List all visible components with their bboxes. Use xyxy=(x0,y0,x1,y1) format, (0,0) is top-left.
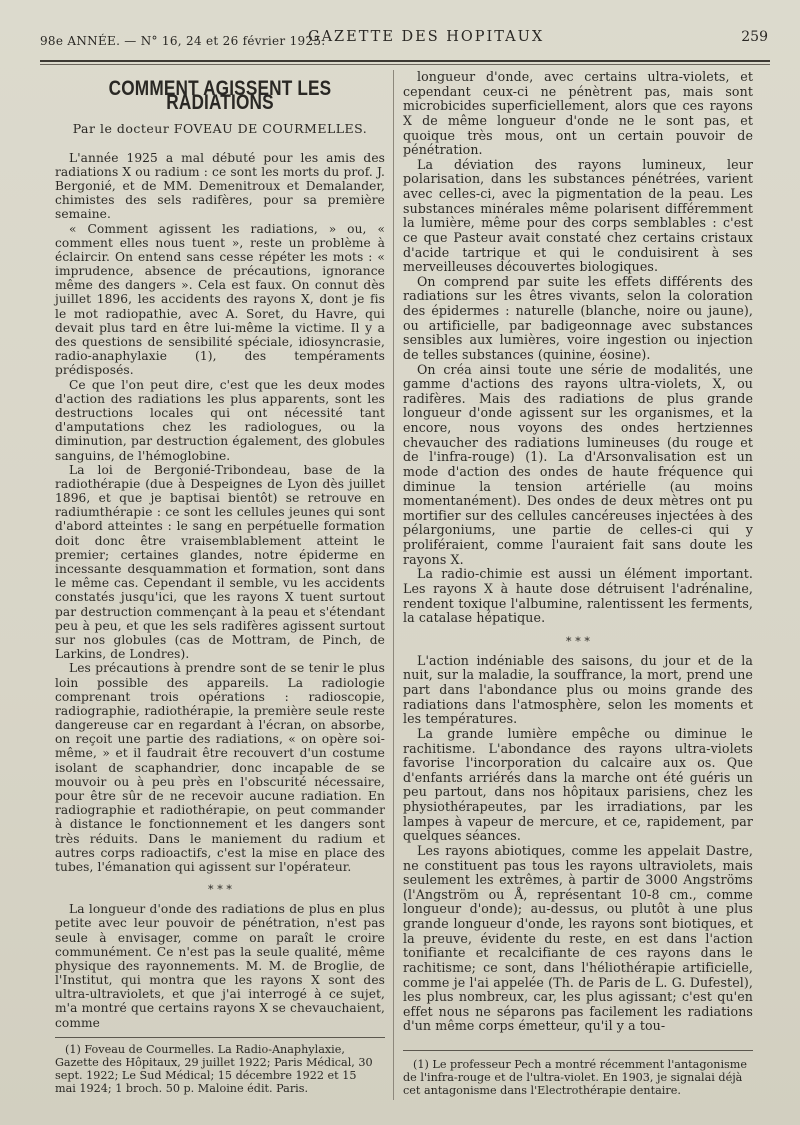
footnote-right: (1) Le professeur Pech a montré récemment l'antagonisme de l'infra-rouge et de l'ultra-violet. En 1903, je signalai déjà cet antagonisme dans l'Electrothérapie dentaire. xyxy=(403,1058,747,1097)
column-divider xyxy=(393,70,394,1100)
article-title: COMMENT AGISSENT LES RADIATIONS xyxy=(108,77,332,115)
paragraph: La radio-chimie est aussi un élément important. Les rayons X à haute dose détruisent l'adrénaline, rendent toxique l'albumine, ralentissent les ferments, la catalase hépatique. xyxy=(403,566,753,626)
paragraph: Les rayons abiotiques, comme les appelait Dastre, ne constituent pas tous les rayons ultraviolets, mais seulement les extrêmes, à partir de 3000 Angströms (l'Angström ou Å, représentant 10-8 cm., comme longueur d'onde); au-dessus, ou plutôt à une plus grande longueur d'onde, les rayons sont biotiques, et la preuve, évidente du reste, en est dans l'action tonifiante et recalcifiante de ces rayons dans le rachitisme; ce sont, dans l'héliothérapie artificielle, comme je l'ai appelée (Th. de Paris de L. G. Dufestel), les plus nombreux, car, les plus agissant; c'est qu'en effet nous ne séparons pas facilement les radiations d'un même corps émetteur, qu'il y a tou- xyxy=(403,842,753,1034)
article-byline: Par le docteur FOVEAU DE COURMELLES. xyxy=(72,121,368,137)
paragraph: L'action indéniable des saisons, du jour et de la nuit, sur la maladie, la souffrance, la mort, prend une part dans l'abondance plus ou moins grande des radiations dans l'atmosphère, selon les moments et les températures. xyxy=(403,652,753,727)
paragraph: Ce que l'on peut dire, c'est que les deux modes d'action des radiations les plus apparents, sont les destructions locales qui ont nécessité tant d'amputations chez les radiologues, ou la diminution, par destruction également, des globules sanguins, de l'hémoglobine. xyxy=(55,377,385,463)
paragraph: L'année 1925 a mal débuté pour les amis des radiations X ou radium : ce sont les morts du prof. J. Bergonié, et de MM. Demenitroux et Demalander, chimistes des sels radifères, pour sa première semaine. xyxy=(55,150,385,222)
paragraph: longueur d'onde, avec certains ultra-violets, et cependant ceux-ci ne pénètrent pas, mais sont microbicides superficiellement, alors que ces rayons X de même longueur d'onde ne le sont pas, et quoique très mous, ont un certain pouvoir de pénétration. xyxy=(403,69,753,158)
running-header xyxy=(40,22,768,52)
paragraph: La grande lumière empêche ou diminue le rachitisme. L'abondance des rayons ultra-violets favorise l'incorporation du calcaire aux os. Que d'enfants arriérés dans la marche ont été guéris un peu partout, dans nos hôpitaux parisiens, chez les physiothérapeutes, par les irradiations, par les lampes à vapeur de mercure, et ce, rapidement, par quelques séances. xyxy=(403,725,753,844)
footnote-left: (1) Foveau de Courmelles. La Radio-Anaphylaxie, Gazette des Hôpitaux, 29 juillet 1922; Paris Médical, 30 sept. 1922; Le Sud Médical; 15 décembre 1922 et 15 mai 1924; 1 broch. 50 p. Maloine édit. Paris. xyxy=(55,1043,373,1095)
right-column xyxy=(403,70,753,1034)
footnote-rule xyxy=(55,1037,385,1038)
paragraph: Les précautions à prendre sont de se tenir le plus loin possible des appareils. La radiologie comprenant trois opérations : radioscopie, radiographie, radiothérapie, la première seule reste dangereuse car en regardant à l'écran, on absorbe, on reçoit une partie des radiations, « on opère soi-même, » et il faudrait être recouvert d'un costume isolant de scaphandrier, donc incapable de se mouvoir ou à peu près en l'obscurité nécessaire, pour être sûr de ne recevoir aucune radiation. En radiographie et radiothérapie, on peut commander à distance le fonctionnement et les dangers sont très réduits. Dans le maniement du radium et autres corps radioactifs, c'est la mise en place des tubes, l'émanation qui agissent sur l'opérateur. xyxy=(55,661,385,874)
footnote-rule xyxy=(403,1050,753,1051)
paragraph: La déviation des rayons lumineux, leur polarisation, dans les substances pénétrées, varient avec celles-ci, avec la pigmentation de la peau. Les substances minérales même polarisent différemment la lumière, même pour des corps semblables : c'est ce que Pasteur avait constaté chez certains cristaux d'acide tartrique et qui le conduisirent à ses merveilleuses découvertes biologiques. xyxy=(403,156,753,275)
paragraph: La longueur d'onde des radiations de plus en plus petite avec leur pouvoir de pénétration, n'est pas seule à envisager, comme on paraît le croire communément. Ce n'est pas la seule qualité, même physique des rayonnements. M. M. de Broglie, de l'Institut, qui montra que les rayons X sont des ultra-ultraviolets, et que j'ai interrogé à ce sujet, m'a montré que certains rayons X se chevauchaient, comme xyxy=(55,902,385,1030)
header-rule xyxy=(40,60,770,62)
page-number: 259 xyxy=(741,29,768,45)
header-rule-thin xyxy=(40,64,770,65)
paragraph: On comprend par suite les effets différents des radiations sur les êtres vivants, selon la coloration des épidermes : naturelle (blanche, noire ou jaune), ou artificielle, par badigeonnage avec substances sensibles aux lumières, voire ingestion ou injection de telles substances (quinine, éosine). xyxy=(403,273,753,362)
left-column xyxy=(55,70,385,1030)
paragraph: « Comment agissent les radiations, » ou, « comment elles nous tuent », reste un problème à éclaircir. On entend sans cesse répéter les mots : « imprudence, absence de précautions, ignorance même des dangers ». Cela est faux. On connut dès juillet 1896, les accidents des rayons X, dont je fis le mot radiopathie, avec A. Soret, du Havre, qui devait plus tard en être lui-même la victime. Il y a des questions de sensibilité spéciale, idiosyncrasie, radio-anaphylaxie (1), des tempéraments prédisposés. xyxy=(55,221,385,378)
issue-info: 98e ANNÉE. — N° 16, 24 et 26 février 1925. xyxy=(40,34,326,48)
section-separator: * * * xyxy=(208,883,232,897)
journal-name: GAZETTE DES HOPITAUX xyxy=(308,29,545,45)
section-separator: * * * xyxy=(566,634,590,648)
paragraph: La loi de Bergonié-Tribondeau, base de la radiothérapie (due à Despeignes de Lyon dès juillet 1896, et que je baptisai bientôt) se retrouve en radiumthérapie : ce sont les cellules jeunes qui sont d'abord atteintes : le sang en perpétuelle formation doit donc être vraisemblablement atteint le premier; certaines glandes, notre épiderme en incessante desquammation et formation, sont dans le même cas. Cependant il semble, vu les accidents constatés jusqu'ici, que les rayons X tuent surtout par destruction commençant à la peau et s'étendant peu à peu, et que les sels radifères agissent surtout sur nos globules (cas de Mottram, de Pinch, de Larkins, de Londres). xyxy=(55,462,385,662)
paragraph: On créa ainsi toute une série de modalités, une gamme d'actions des rayons ultra-violets, X, ou radifères. Mais des radiations de plus grande longueur d'onde agissent sur les organismes, et la encore, nous voyons des ondes hertziennes chevaucher des radiations lumineuses (du rouge et de l'infra-rouge) (1). La d'Arsonvalisation est un mode d'action des ondes de haute fréquence qui diminue la tension artérielle (au moins momentanément). Des ondes de deux mètres ont pu mortifier sur des cellules cancéreuses injectées à des pélargoniums, une partie de celles-ci qui y proliféraient, comme l'auraient fait sans doute les rayons X. xyxy=(403,361,753,567)
